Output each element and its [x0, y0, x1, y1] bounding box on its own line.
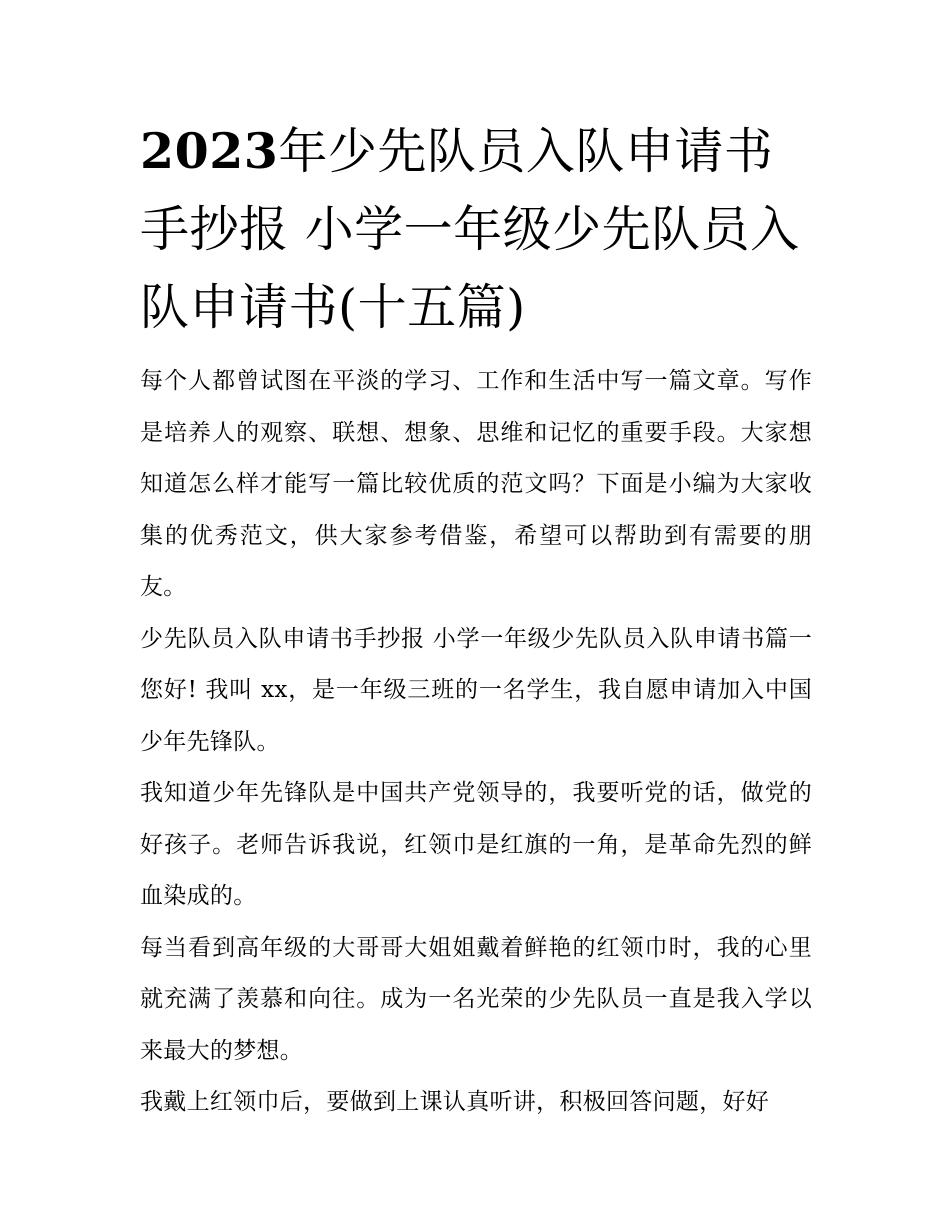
paragraph-about-pioneers: 我知道少年先锋队是中国共产党领导的，我要听党的话，做党的好孩子。老师告诉我说，红领巾是红旗的一角，是革命先烈的鲜血染成的。	[140, 780, 812, 909]
paragraph-intro: 每个人都曾试图在平淡的学习、工作和生活中写一篇文章。写作是培养人的观察、联想、想象、思维和记忆的重要手段。大家想知道怎么样才能写一篇比较优质的范文吗？下面是小编为大家收集的优秀范文，供大家参考借鉴，希望可以帮助到有需要的朋友。	[140, 368, 812, 600]
document-title	[140, 112, 812, 347]
paragraph-heading-greeting: 少先队员入队申请书手抄报 小学一年级少先队员入队申请书篇一 您好! 我叫 xx，是一年级三班的一名学生，我自愿申请加入中国少年先锋队。	[140, 625, 812, 755]
title-text: 年少先队员入队申请书手抄报 小学一年级少先队员入队申请书(十五篇)	[140, 123, 800, 336]
document-body	[140, 356, 812, 1129]
paragraph-promise: 我戴上红领巾后，要做到上课认真听讲，积极回答问题，好好	[140, 1089, 770, 1115]
paragraph-aspiration: 每当看到高年级的大哥哥大姐姐戴着鲜艳的红领巾时，我的心里就充满了羡慕和向往。成为一名光荣的少先队员一直是我入学以来最大的梦想。	[140, 934, 812, 1064]
title-year: 2023	[140, 122, 279, 180]
